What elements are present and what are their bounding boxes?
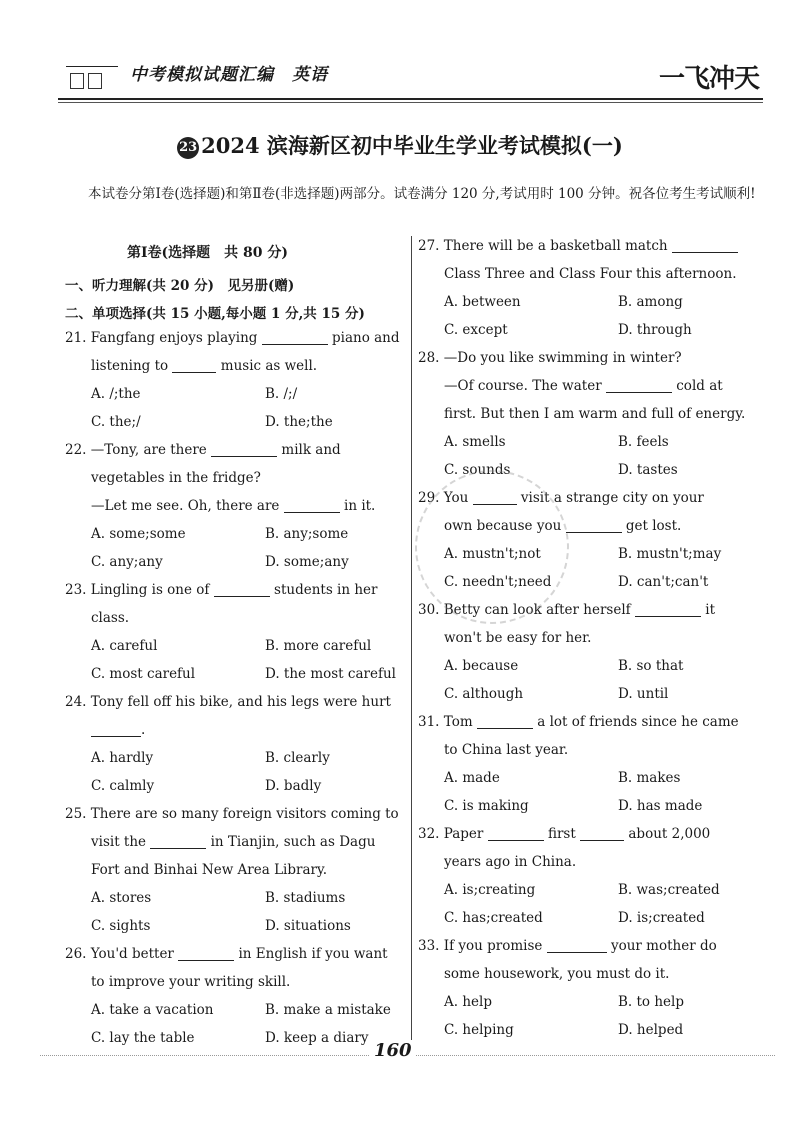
answer-blank <box>488 827 544 842</box>
option-a: A. help <box>444 994 492 1010</box>
option-c: C. sounds <box>444 462 511 478</box>
question-31: 31. Tom a lot of friends since he came <box>418 714 739 730</box>
option-a: A. hardly <box>91 750 154 766</box>
answer-blank <box>172 359 216 374</box>
answer-blank <box>178 947 234 962</box>
question-28-line3: first. But then I am warm and full of energy. <box>444 406 746 422</box>
exam-intro <box>62 180 767 208</box>
book-title: 中考模拟试题汇编 英语 <box>130 65 328 85</box>
question-25-line2: visit the in Tianjin, such as Dagu <box>91 834 376 850</box>
logo-block <box>70 73 84 89</box>
answer-blank <box>477 715 533 730</box>
option-c: C. lay the table <box>91 1030 195 1046</box>
question-27: 27. There will be a basketball match <box>418 238 738 254</box>
column-divider <box>411 236 412 1041</box>
option-b: B. any;some <box>265 526 349 542</box>
header-rule-thin <box>58 102 763 103</box>
question-21-line2: listening to music as well. <box>91 358 318 374</box>
question-27-line2: Class Three and Class Four this afternoon. <box>444 266 737 282</box>
question-28: 28. —Do you like swimming in winter? <box>418 350 682 366</box>
section-single-choice: 二、单项选择(共 15 小题,每小题 1 分,共 15 分) <box>65 306 365 322</box>
option-b: B. among <box>618 294 683 310</box>
right-column <box>418 236 768 1036</box>
question-33-line2: some housework, you must do it. <box>444 966 670 982</box>
question-28-line2: —Of course. The water cold at <box>444 378 723 394</box>
option-b: B. was;created <box>618 882 720 898</box>
option-d: D. keep a diary <box>265 1030 369 1046</box>
option-a: A. mustn't;not <box>444 546 541 562</box>
option-a: A. is;creating <box>444 882 536 898</box>
option-c: C. helping <box>444 1022 514 1038</box>
option-b: B. /;/ <box>265 386 298 402</box>
answer-blank <box>580 827 624 842</box>
option-c: C. most careful <box>91 666 196 682</box>
question-25-line3: Fort and Binhai New Area Library. <box>91 862 328 878</box>
option-a: A. some;some <box>91 526 186 542</box>
part-one-title: 第Ⅰ卷(选择题 共 80 分) <box>127 245 289 261</box>
question-32: 32. Paper first about 2,000 <box>418 826 711 842</box>
option-a: A. because <box>444 658 519 674</box>
option-c: C. calmly <box>91 778 155 794</box>
answer-blank <box>635 603 701 618</box>
question-26-line2: to improve your writing skill. <box>91 974 291 990</box>
option-c: C. is making <box>444 798 529 814</box>
question-29-line2: own because you get lost. <box>444 518 682 534</box>
option-d: D. through <box>618 322 692 338</box>
option-c: C. although <box>444 686 524 702</box>
page-number: 160 <box>370 1040 416 1061</box>
option-b: B. mustn't;may <box>618 546 722 562</box>
question-23: 23. Lingling is one of students in her <box>65 582 378 598</box>
option-d: D. some;any <box>265 554 349 570</box>
answer-blank <box>672 239 738 254</box>
question-33: 33. If you promise your mother do <box>418 938 717 954</box>
answer-blank <box>606 379 672 394</box>
question-24-line2: . <box>91 722 145 738</box>
series-logo <box>66 66 118 95</box>
option-c: C. sights <box>91 918 151 934</box>
question-24: 24. Tony fell off his bike, and his legs were hurt <box>65 694 391 710</box>
question-32-line2: years ago in China. <box>444 854 577 870</box>
question-21: 21. Fangfang enjoys playing piano and <box>65 330 400 346</box>
option-b: B. stadiums <box>265 890 346 906</box>
option-c: C. except <box>444 322 508 338</box>
question-29: 29. You visit a strange city on your <box>418 490 704 506</box>
answer-blank <box>91 723 141 738</box>
option-d: D. tastes <box>618 462 678 478</box>
option-a: A. between <box>444 294 521 310</box>
option-b: B. more careful <box>265 638 372 654</box>
option-c: C. needn't;need <box>444 574 552 590</box>
question-22-line3: —Let me see. Oh, there are in it. <box>91 498 376 514</box>
option-c: C. any;any <box>91 554 163 570</box>
question-31-line2: to China last year. <box>444 742 569 758</box>
option-d: D. situations <box>265 918 351 934</box>
option-a: A. /;the <box>91 386 141 402</box>
option-b: B. clearly <box>265 750 330 766</box>
option-c: C. has;created <box>444 910 543 926</box>
logo-block <box>88 73 102 89</box>
option-a: A. careful <box>91 638 158 654</box>
answer-blank <box>262 331 328 346</box>
option-d: D. has made <box>618 798 703 814</box>
page-header <box>58 58 763 98</box>
question-30: 30. Betty can look after herself it <box>418 602 715 618</box>
answer-blank <box>566 519 622 534</box>
brand-logo: 一飞冲天 <box>658 64 759 94</box>
option-b: B. to help <box>618 994 684 1010</box>
left-column <box>65 236 405 1046</box>
header-rule <box>58 98 763 100</box>
option-b: B. so that <box>618 658 684 674</box>
option-d: D. can't;can't <box>618 574 709 590</box>
section-listening: 一、听力理解(共 20 分) 见另册(赠) <box>65 278 295 294</box>
option-a: A. take a vacation <box>91 1002 214 1018</box>
option-a: A. made <box>444 770 500 786</box>
option-a: A. stores <box>91 890 152 906</box>
option-d: D. until <box>618 686 669 702</box>
option-d: D. the most careful <box>265 666 396 682</box>
option-b: B. make a mistake <box>265 1002 391 1018</box>
option-d: D. is;created <box>618 910 705 926</box>
answer-blank <box>547 939 607 954</box>
exam-number-badge: 23 <box>177 137 199 159</box>
exam-title-text: 2024 滨海新区初中毕业生学业考试模拟(一) <box>201 133 623 158</box>
question-26: 26. You'd better in English if you want <box>65 946 388 962</box>
question-22: 22. —Tony, are there milk and <box>65 442 341 458</box>
intro-text: 本试卷分第Ⅰ卷(选择题)和第Ⅱ卷(非选择题)两部分。试卷满分 120 分,考试用时 100 分钟。祝各位考生考试顺利! <box>88 186 756 202</box>
exam-title <box>0 130 800 160</box>
answer-blank <box>211 443 277 458</box>
option-d: D. helped <box>618 1022 684 1038</box>
question-22-line2: vegetables in the fridge? <box>91 470 261 486</box>
option-d: D. the;the <box>265 414 333 430</box>
question-30-line2: won't be easy for her. <box>444 630 592 646</box>
option-a: A. smells <box>444 434 506 450</box>
option-c: C. the;/ <box>91 414 141 430</box>
option-d: D. badly <box>265 778 322 794</box>
answer-blank <box>150 835 206 850</box>
answer-blank <box>284 499 340 514</box>
option-b: B. makes <box>618 770 681 786</box>
option-b: B. feels <box>618 434 669 450</box>
question-25: 25. There are so many foreign visitors coming to <box>65 806 399 822</box>
answer-blank <box>214 583 270 598</box>
question-23-line2: class. <box>91 610 130 626</box>
